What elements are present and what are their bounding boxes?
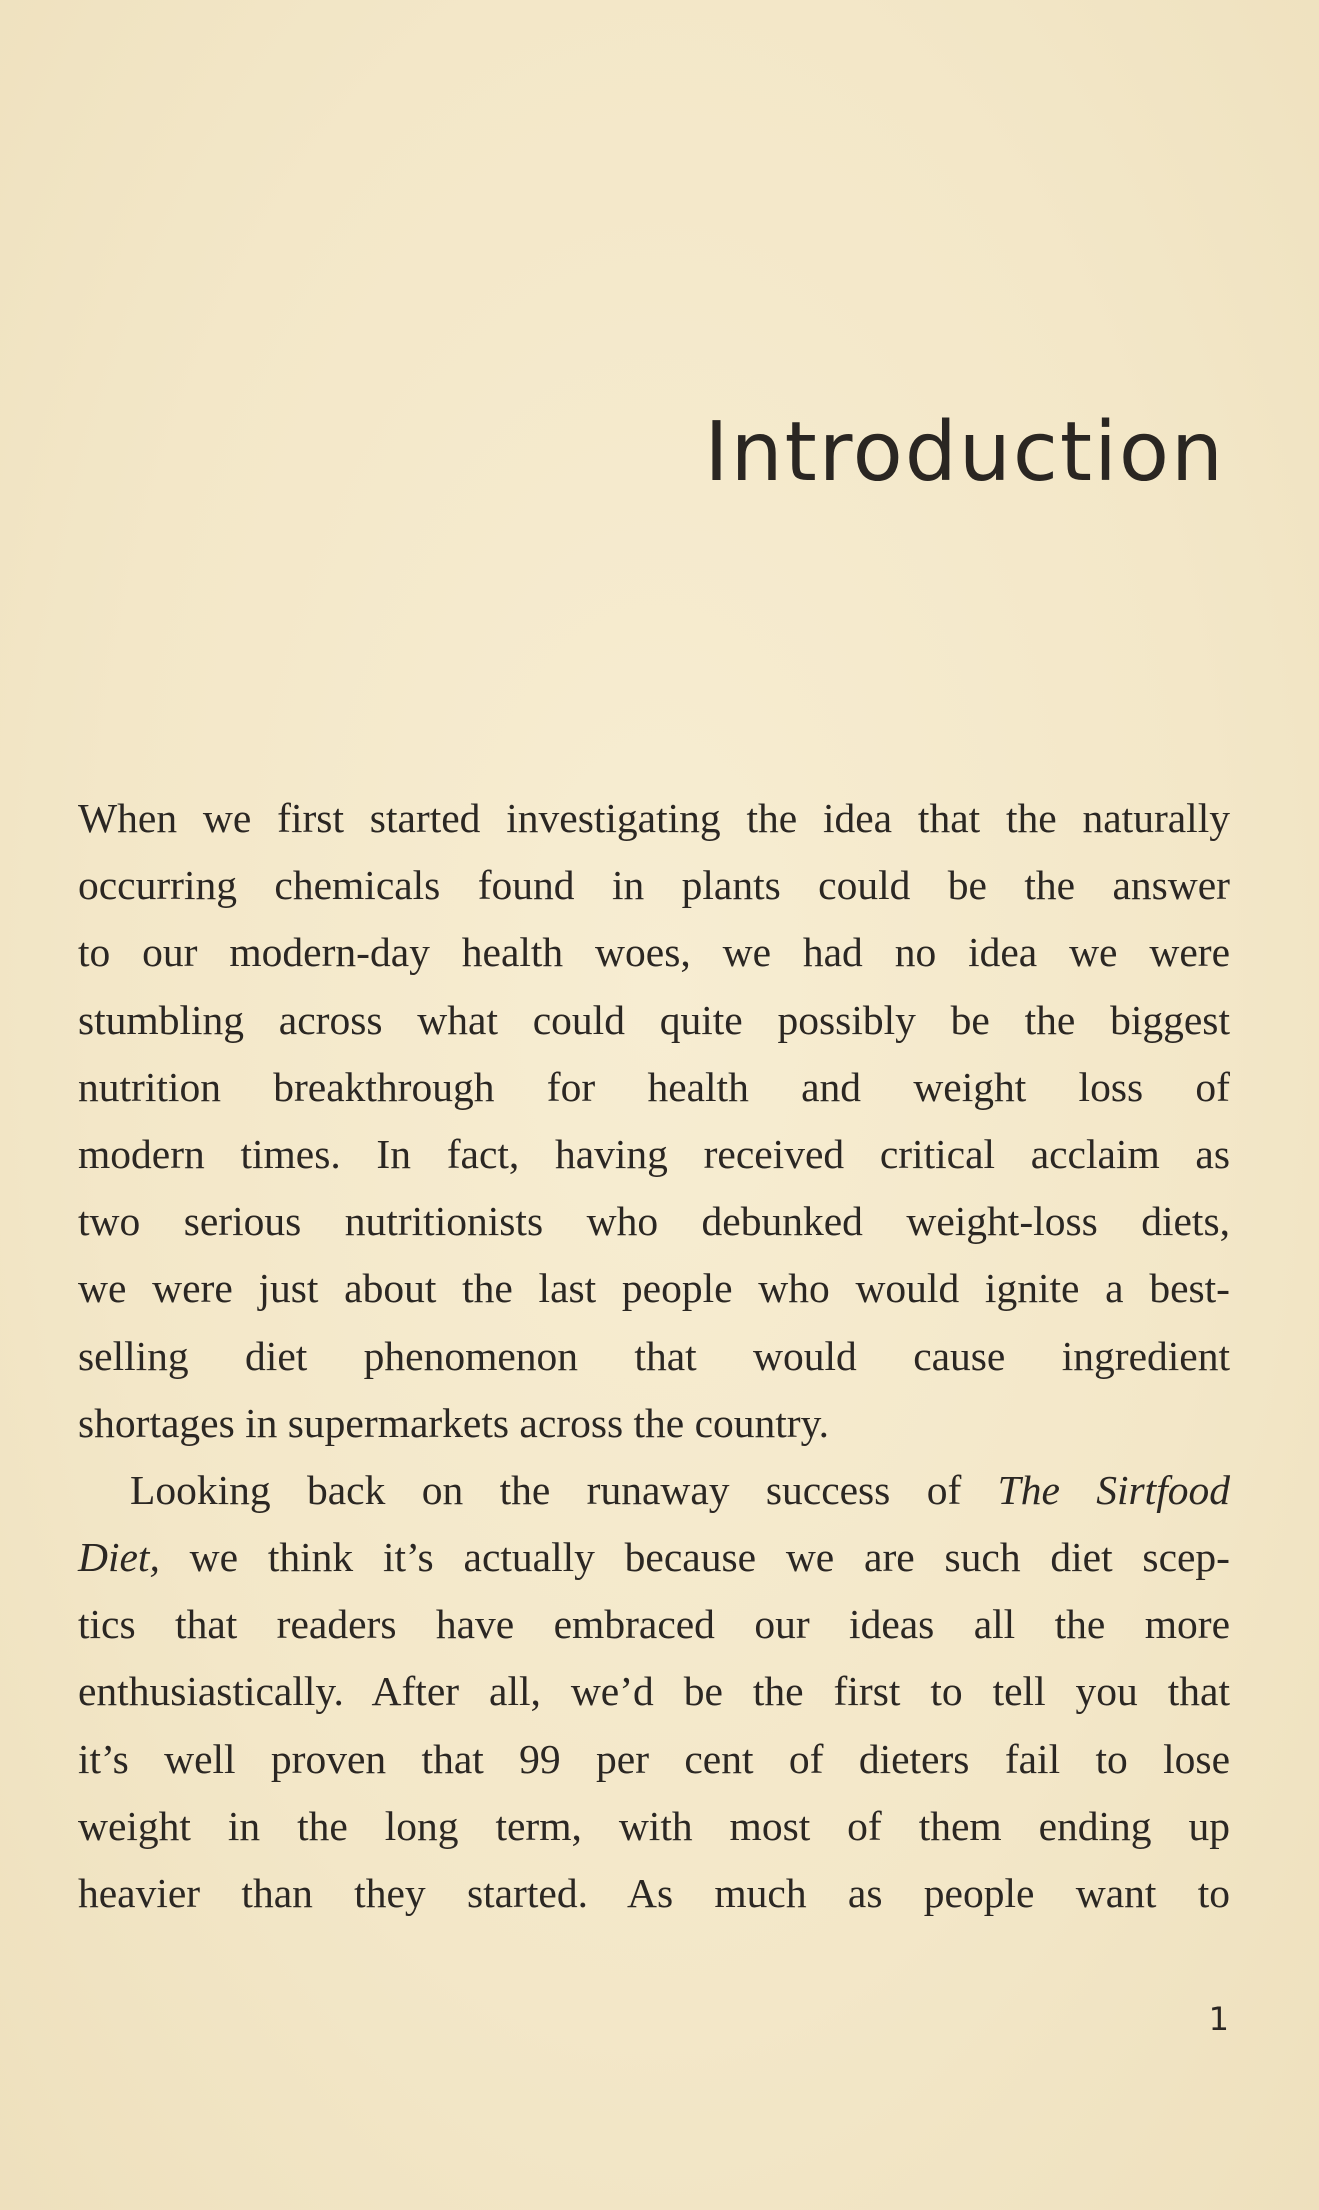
text-line: shortages in supermarkets across the country.: [78, 1399, 830, 1446]
text-run: Looking back on the runaway success of: [130, 1466, 998, 1513]
text-line: it’s well proven that 99 per cent of dieters fail to lose: [78, 1735, 1230, 1782]
text-line: [78, 1457, 1230, 1524]
text-line: heavier than they started. As much as people want to: [78, 1870, 1230, 1916]
text-line: occurring chemicals found in plants could be the answer: [78, 862, 1230, 909]
text-line: weight in the long term, with most of them ending up: [78, 1802, 1230, 1849]
text-line: enthusiastically. After all, we’d be the first to tell you that: [78, 1668, 1230, 1715]
text-line: nutrition breakthrough for health and weight loss of: [78, 1063, 1230, 1110]
text-line: to our modern-day health woes, we had no idea we were: [78, 929, 1230, 976]
text-line: two serious nutritionists who debunked weight-loss diets,: [78, 1198, 1230, 1245]
text-line: When we first started investigating the idea that the naturally: [78, 795, 1230, 841]
paragraph-1: [78, 785, 1230, 1457]
text-line: [78, 1524, 1230, 1591]
book-title-italic: Diet,: [78, 1534, 160, 1581]
body-text: [78, 785, 1230, 1927]
book-title-italic: The Sirtfood: [997, 1466, 1230, 1513]
text-line: modern times. In fact, having received critical acclaim as: [78, 1130, 1230, 1177]
paragraph-2: [78, 1457, 1230, 1927]
text-line: selling diet phenomenon that would cause ingredient: [78, 1332, 1230, 1379]
text-run: we think it’s actually because we are such diet scep-: [159, 1534, 1230, 1581]
text-line: stumbling across what could quite possibly be the biggest: [78, 996, 1230, 1043]
text-line: we were just about the last people who would ignite a best-: [78, 1265, 1230, 1312]
text-line: tics that readers have embraced our ideas all the more: [78, 1601, 1230, 1648]
chapter-title: Introduction: [704, 405, 1225, 500]
page-number: 1: [1208, 2000, 1229, 2038]
